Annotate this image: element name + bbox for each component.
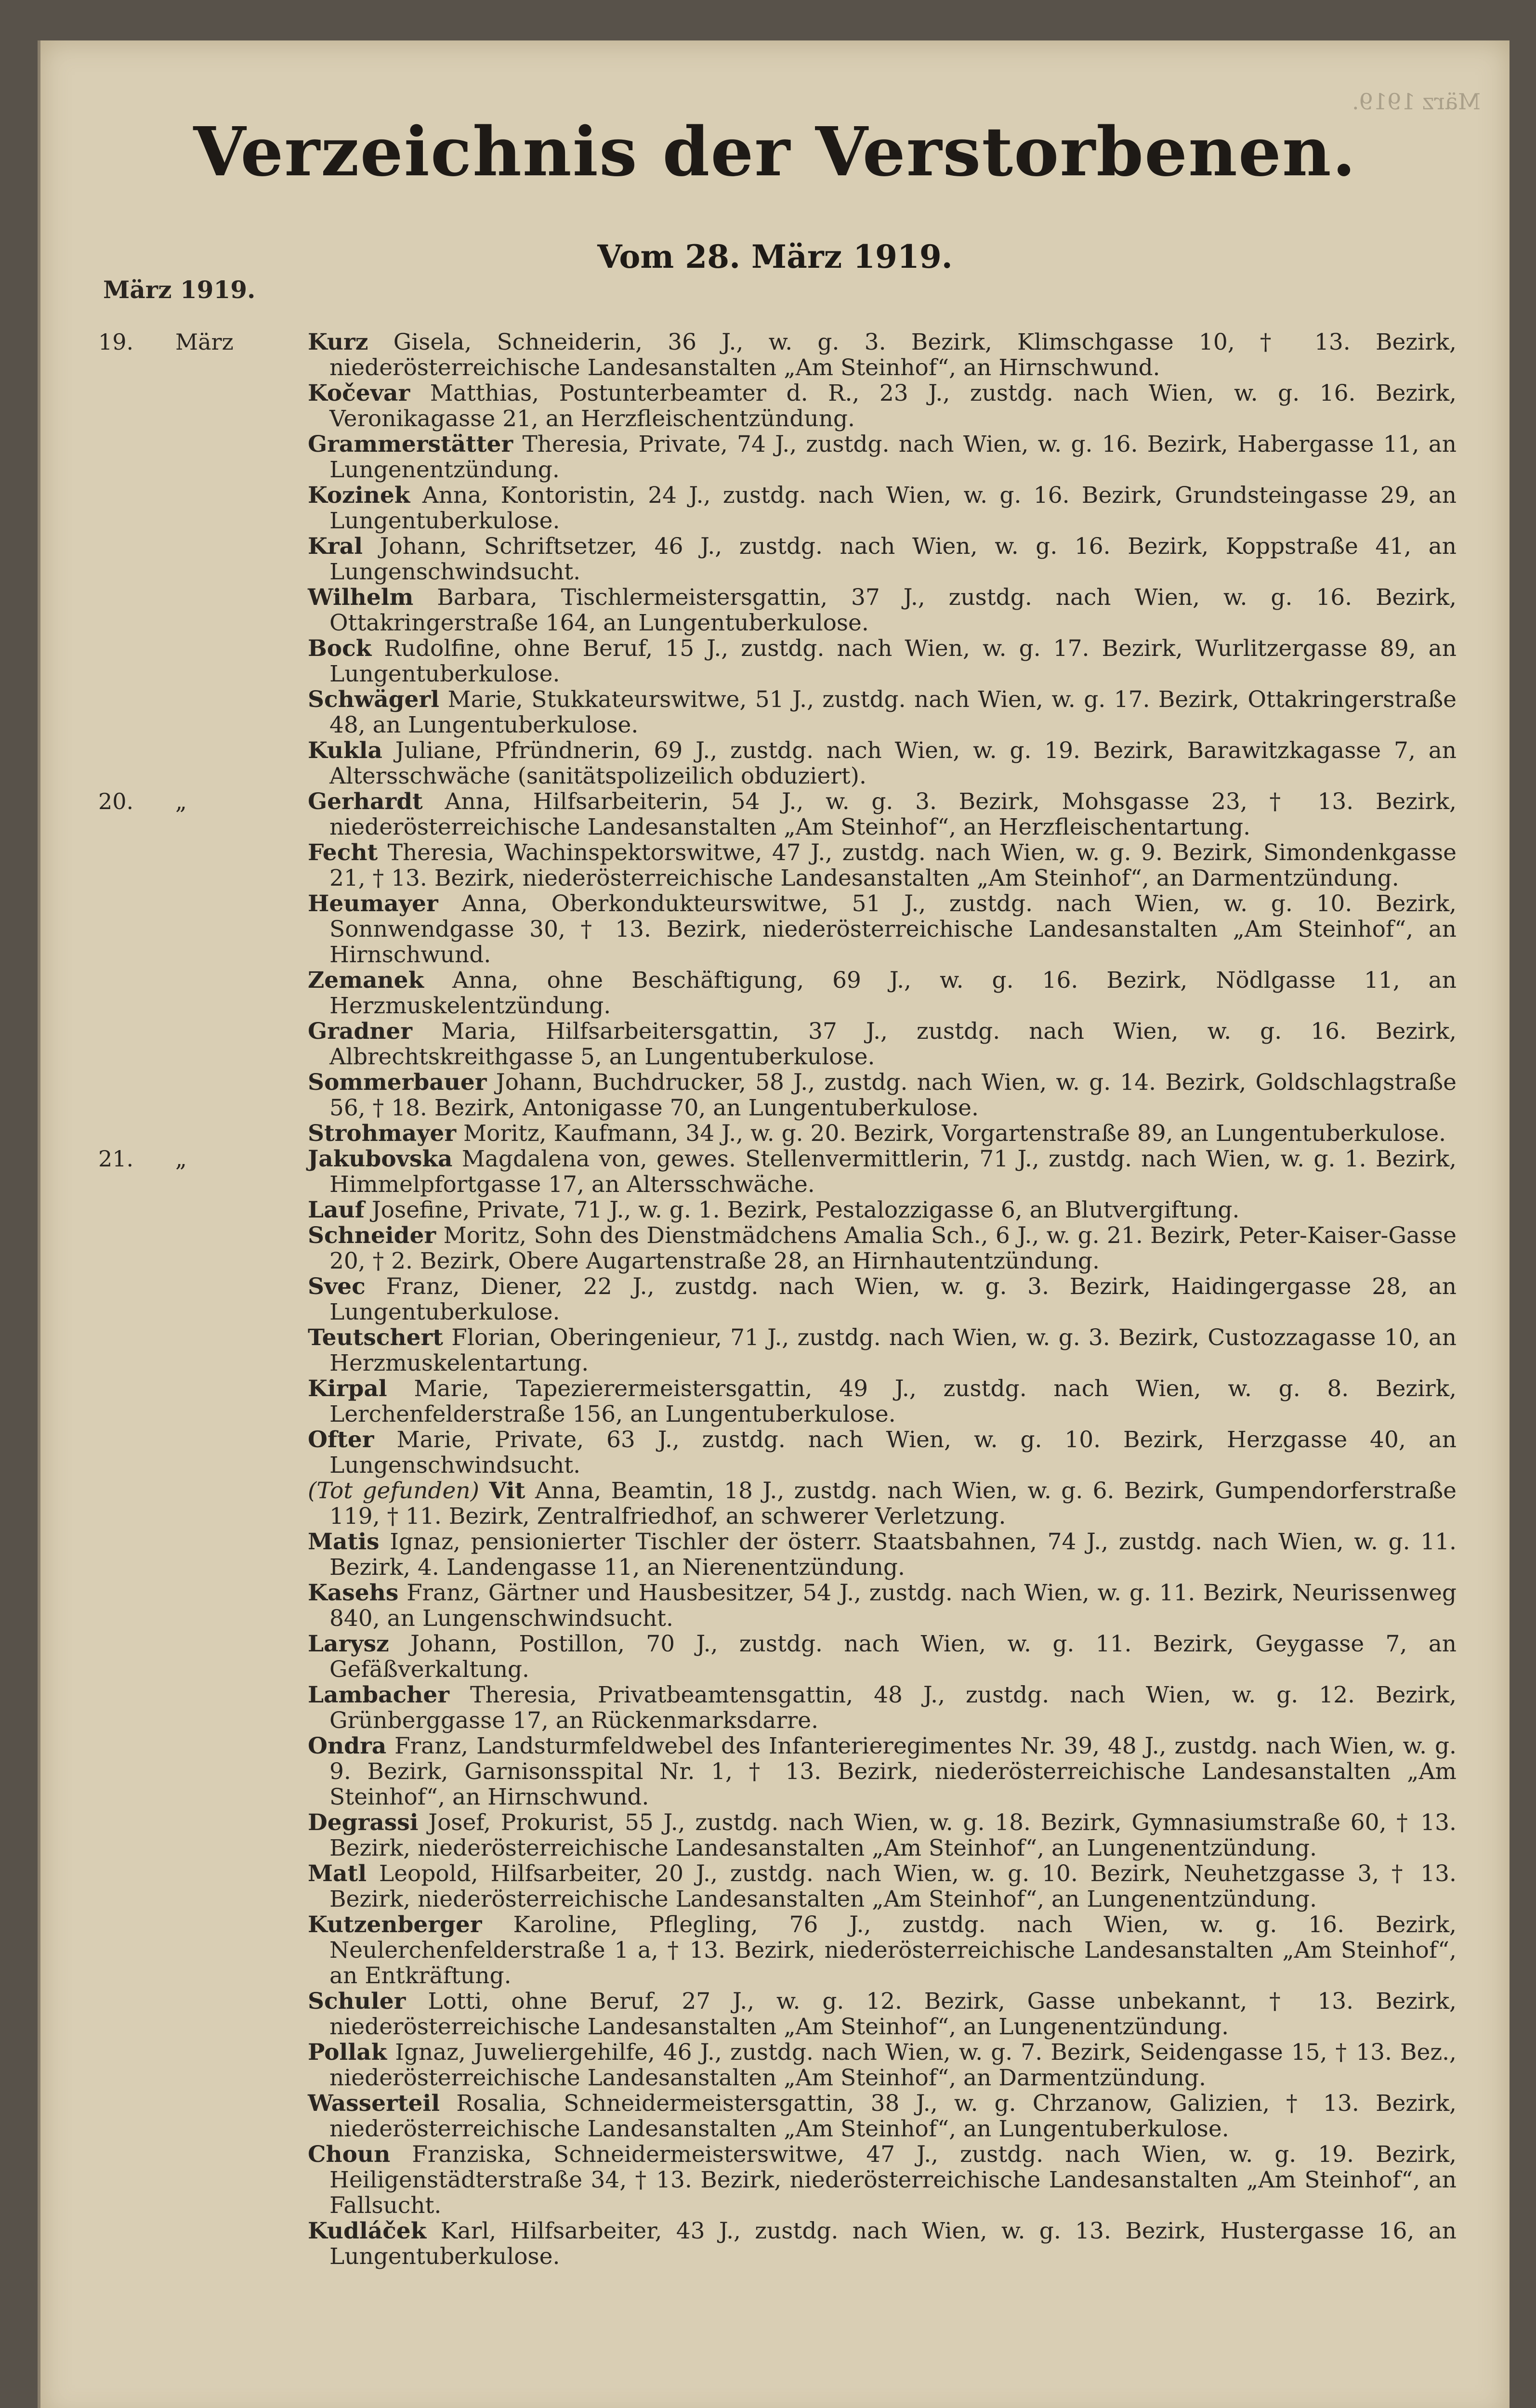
entry-details: Anna, ohne Beschäftigung, 69 J., w. g. 16. Bezirk, Nödlgasse 11, an Herzmuskelentzündung. xyxy=(329,967,1457,1019)
entry-surname: Schneider xyxy=(308,1222,436,1249)
entry-details: Marie, Tapezierermeistersgattin, 49 J., zustdg. nach Wien, w. g. 8. Bezirk, Lerchenfelderstraße 156, an Lungentuberkulose. xyxy=(329,1375,1457,1427)
death-entry xyxy=(98,534,1457,585)
entry-surname: Matl xyxy=(308,1860,367,1887)
death-entry xyxy=(98,380,1457,432)
entry-surname: Kozinek xyxy=(308,482,410,509)
death-entry xyxy=(98,1682,1457,1733)
entry-surname: Schwägerl xyxy=(308,686,440,713)
death-entry xyxy=(98,1529,1457,1580)
entry-surname: Vit xyxy=(489,1478,525,1504)
entry-surname: Kutzenberger xyxy=(308,1911,482,1938)
entry-date xyxy=(98,840,243,865)
entry-surname: Gradner xyxy=(308,1018,413,1045)
entry-details: Magdalena von, gewes. Stellenvermittlerin, 71 J., zustdg. nach Wien, w. g. 1. Bezirk, Himmelpfortgasse 17, an Altersschwäche. xyxy=(329,1146,1457,1198)
death-entry xyxy=(98,1631,1457,1682)
entry-date xyxy=(98,585,243,610)
entry-date xyxy=(98,1478,243,1504)
death-entry xyxy=(98,432,1457,483)
entry-date xyxy=(98,1682,243,1708)
death-entry xyxy=(98,1197,1457,1223)
death-entry xyxy=(98,1861,1457,1912)
death-entry xyxy=(98,1121,1457,1146)
entry-surname: Ondra xyxy=(308,1733,387,1759)
entry-date xyxy=(98,636,243,661)
entry-date xyxy=(98,1427,243,1453)
entry-details: Anna, Beamtin, 18 J., zustdg. nach Wien, w. g. 6. Bezirk, Gumpendorferstraße 119, † 11. Bezirk, Zentralfriedhof, an schwerer Verletzung. xyxy=(329,1478,1457,1530)
entry-surname: Kočevar xyxy=(308,380,410,406)
entry-details: Franziska, Schneidermeisterswitwe, 47 J., zustdg. nach Wien, w. g. 19. Bezirk, Heiligenstädterstraße 34, † 13. Bezirk, niederösterreichische Landesanstalten „Am Steinhof“, an Fallsucht. xyxy=(329,2141,1457,2219)
page-subtitle: Vom 28. März 1919. xyxy=(597,238,953,275)
entry-surname: Zemanek xyxy=(308,967,424,994)
entry-surname: Jakubovska xyxy=(308,1146,453,1172)
entry-surname: Ofter xyxy=(308,1426,374,1453)
entry-date xyxy=(98,1146,243,1172)
death-entry xyxy=(98,840,1457,891)
entry-details: Franz, Diener, 22 J., zustdg. nach Wien, w. g. 3. Bezirk, Haidingergasse 28, an Lungentuberkulose. xyxy=(329,1273,1457,1325)
entry-surname: Strohmayer xyxy=(308,1120,457,1147)
entry-surname: Schuler xyxy=(308,1988,406,2015)
entry-date xyxy=(98,1861,243,1886)
entry-date xyxy=(98,687,243,712)
entry-surname: Fecht xyxy=(308,839,378,866)
entry-surname: Lambacher xyxy=(308,1682,450,1708)
entry-date xyxy=(98,968,243,993)
entry-details: Josefine, Private, 71 J., w. g. 1. Bezirk, Pestalozzigasse 6, an Blutvergiftung. xyxy=(371,1197,1240,1223)
month-heading: März 1919. xyxy=(103,275,256,304)
entry-surname: Kukla xyxy=(308,737,382,764)
entry-details: Marie, Stukkateurswitwe, 51 J., zustdg. nach Wien, w. g. 17. Bezirk, Ottakringerstraße 48, an Lungentuberkulose. xyxy=(329,686,1457,738)
death-entry xyxy=(98,1274,1457,1325)
entry-date xyxy=(98,1121,243,1146)
entry-details: Matthias, Postunterbeamter d. R., 23 J., zustdg. nach Wien, w. g. 16. Bezirk, Veronikagasse 21, an Herzfleischentzündung. xyxy=(329,380,1457,432)
death-entry xyxy=(98,1912,1457,1989)
entry-surname: Heumayer xyxy=(308,890,438,917)
death-entry xyxy=(98,1733,1457,1810)
entry-date xyxy=(98,329,243,355)
entry-details: Rosalia, Schneidermeistersgattin, 38 J., w. g. Chrzanow, Galizien, † 13. Bezirk, niederösterreichische Landesanstalten „Am Steinhof“, an Lungentuberkulose. xyxy=(329,2090,1457,2142)
entry-date xyxy=(98,1733,243,1759)
entry-date xyxy=(98,1070,243,1095)
entry-details: Gisela, Schneiderin, 36 J., w. g. 3. Bezirk, Klimschgasse 10, † 13. Bezirk, niederösterreichische Landesanstalten „Am Steinhof“, an Hirnschwund. xyxy=(329,329,1457,381)
entry-date xyxy=(98,2040,243,2065)
death-entry xyxy=(98,1478,1457,1529)
entry-surname: Kurz xyxy=(308,329,368,355)
entry-details: Lotti, ohne Beruf, 27 J., w. g. 12. Bezirk, Gasse unbekannt, † 13. Bezirk, niederösterreichische Landesanstalten „Am Steinhof“, an Lungenentzündung. xyxy=(329,1988,1457,2040)
entry-details: Maria, Hilfsarbeitersgattin, 37 J., zustdg. nach Wien, w. g. 16. Bezirk, Albrechtskreithgasse 5, an Lungentuberkulose. xyxy=(329,1018,1457,1070)
entry-date xyxy=(98,1019,243,1044)
entry-surname: Degrassi xyxy=(308,1809,419,1836)
entry-date xyxy=(98,534,243,559)
entry-surname: Kirpal xyxy=(308,1375,387,1402)
death-entry xyxy=(98,483,1457,534)
page-title: Verzeichnis der Verstorbenen. xyxy=(193,113,1357,192)
death-entry xyxy=(98,1376,1457,1427)
entry-date xyxy=(98,1325,243,1350)
death-entry xyxy=(98,2218,1457,2269)
death-entry xyxy=(98,1427,1457,1478)
entry-surname: Grammerstätter xyxy=(308,431,513,458)
entry-surname: Pollak xyxy=(308,2039,387,2066)
death-entry xyxy=(98,687,1457,738)
entry-note: (Tot gefunden) xyxy=(308,1478,479,1504)
entry-date xyxy=(98,2091,243,2116)
death-entry xyxy=(98,2040,1457,2091)
entry-date xyxy=(98,789,243,814)
entry-details: Ignaz, Juweliergehilfe, 46 J., zustdg. nach Wien, w. g. 7. Bezirk, Seidengasse 15, † 13. Bez., niederösterreichische Landesanstalten „Am Steinhof“, an Darmentzündung. xyxy=(329,2039,1457,2091)
entry-details: Rudolfine, ohne Beruf, 15 J., zustdg. nach Wien, w. g. 17. Bezirk, Wurlitzergasse 89, an Lungentuberkulose. xyxy=(329,635,1457,687)
death-entry xyxy=(98,1019,1457,1070)
death-entry xyxy=(98,329,1457,380)
entry-details: Theresia, Private, 74 J., zustdg. nach Wien, w. g. 16. Bezirk, Habergasse 11, an Lungenentzündung. xyxy=(329,431,1457,483)
entry-date xyxy=(98,2218,243,2244)
entry-details: Karl, Hilfsarbeiter, 43 J., zustdg. nach Wien, w. g. 13. Bezirk, Hustergasse 16, an Lungentuberkulose. xyxy=(329,2218,1457,2270)
death-entry xyxy=(98,1070,1457,1121)
entry-day: 20. xyxy=(98,788,134,814)
entry-month: „ xyxy=(175,788,187,814)
entry-surname: Gerhardt xyxy=(308,788,423,815)
entry-surname: Svec xyxy=(308,1273,366,1300)
entry-month: März xyxy=(175,329,234,355)
entry-surname: Kudláček xyxy=(308,2218,427,2244)
entry-surname: Kasehs xyxy=(308,1580,399,1606)
entry-date xyxy=(98,1197,243,1223)
entry-date xyxy=(98,483,243,508)
death-entry xyxy=(98,738,1457,789)
death-entry xyxy=(98,1989,1457,2040)
entry-day: 21. xyxy=(98,1146,134,1172)
entry-date xyxy=(98,1223,243,1248)
death-entry xyxy=(98,636,1457,687)
entry-surname: Choun xyxy=(308,2141,391,2168)
entry-surname: Bock xyxy=(308,635,372,662)
entry-surname: Teutschert xyxy=(308,1324,443,1351)
entry-details: Johann, Schriftsetzer, 46 J., zustdg. nach Wien, w. g. 16. Bezirk, Koppstraße 41, an Lungenschwindsucht. xyxy=(329,533,1457,585)
entry-details: Marie, Private, 63 J., zustdg. nach Wien, w. g. 10. Bezirk, Herzgasse 40, an Lungenschwindsucht. xyxy=(329,1426,1457,1479)
entry-details: Theresia, Privatbeamtensgattin, 48 J., zustdg. nach Wien, w. g. 12. Bezirk, Grünberggasse 17, an Rückenmarksdarre. xyxy=(329,1682,1457,1734)
death-register-list xyxy=(98,329,1457,2269)
entry-details: Franz, Gärtner und Hausbesitzer, 54 J., zustdg. nach Wien, w. g. 11. Bezirk, Neurissenweg 840, an Lungenschwindsucht. xyxy=(329,1580,1457,1632)
death-entry xyxy=(98,1580,1457,1631)
entry-date xyxy=(98,1989,243,2014)
entry-date xyxy=(98,891,243,916)
death-entry xyxy=(98,789,1457,840)
entry-details: Johann, Buchdrucker, 58 J., zustdg. nach Wien, w. g. 14. Bezirk, Goldschlagstraße 56, † 18. Bezirk, Antonigasse 70, an Lungentuberkulose. xyxy=(329,1069,1457,1121)
entry-details: Leopold, Hilfsarbeiter, 20 J., zustdg. nach Wien, w. g. 10. Bezirk, Neuhetzgasse 3, † 13. Bezirk, niederösterreichische Landesanstalten „Am Steinhof“, an Lungenentzündung. xyxy=(329,1860,1457,1912)
entry-month: „ xyxy=(175,1146,187,1172)
death-entry xyxy=(98,968,1457,1019)
death-entry xyxy=(98,1223,1457,1274)
entry-surname: Lauf xyxy=(308,1197,365,1223)
entry-details: Anna, Hilfsarbeiterin, 54 J., w. g. 3. Bezirk, Mohsgasse 23, † 13. Bezirk, niederösterreichische Landesanstalten „Am Steinhof“, an Herzfleischentartung. xyxy=(329,788,1457,840)
entry-details: Anna, Oberkondukteurswitwe, 51 J., zustdg. nach Wien, w. g. 10. Bezirk, Sonnwendgasse 30, † 13. Bezirk, niederösterreichische Landesanstalten „Am Steinhof“, an Hirnschwund. xyxy=(329,890,1457,968)
entry-date xyxy=(98,1529,243,1555)
entry-details: Franz, Landsturmfeldwebel des Infanterieregimentes Nr. 39, 48 J., zustdg. nach Wien, w. g. 9. Bezirk, Garnisonsspital Nr. 1, † 13. Bezirk, niederösterreichische Landesanstalten „Am Steinhof“, an Hirnschwund. xyxy=(329,1733,1457,1810)
entry-surname: Wilhelm xyxy=(308,584,414,611)
entry-date xyxy=(98,1376,243,1401)
entry-details: Theresia, Wachinspektorswitwe, 47 J., zustdg. nach Wien, w. g. 9. Bezirk, Simondenkgasse 21, † 13. Bezirk, niederösterreichische Landesanstalten „Am Steinhof“, an Darmentzündung. xyxy=(329,839,1457,891)
entry-date xyxy=(98,1580,243,1606)
death-entry xyxy=(98,1146,1457,1197)
entry-date xyxy=(98,2142,243,2167)
entry-details: Florian, Oberingenieur, 71 J., zustdg. nach Wien, w. g. 3. Bezirk, Custozzagasse 10, an Herzmuskelentartung. xyxy=(329,1324,1457,1376)
death-entry xyxy=(98,891,1457,968)
entry-surname: Matis xyxy=(308,1529,380,1555)
entry-details: Barbara, Tischlermeistersgattin, 37 J., zustdg. nach Wien, w. g. 16. Bezirk, Ottakringerstraße 164, an Lungentuberkulose. xyxy=(329,584,1457,636)
death-entry xyxy=(98,2091,1457,2142)
entry-day: 19. xyxy=(98,329,134,355)
entry-surname: Sommerbauer xyxy=(308,1069,487,1096)
entry-date xyxy=(98,738,243,763)
entry-details: Johann, Postillon, 70 J., zustdg. nach Wien, w. g. 11. Bezirk, Geygasse 7, an Gefäßverkaltung. xyxy=(329,1631,1457,1683)
entry-date xyxy=(98,432,243,457)
death-entry xyxy=(98,1810,1457,1861)
entry-date xyxy=(98,1274,243,1299)
entry-date xyxy=(98,1631,243,1657)
newspaper-page xyxy=(38,40,1510,2408)
death-entry xyxy=(98,2142,1457,2218)
bleed-through-text: März 1919. xyxy=(1352,89,1481,115)
entry-surname: Larysz xyxy=(308,1631,389,1657)
entry-details: Josef, Prokurist, 55 J., zustdg. nach Wien, w. g. 18. Bezirk, Gymnasiumstraße 60, † 13. Bezirk, niederösterreichische Landesanstalten „Am Steinhof“, an Lungenentzündung. xyxy=(329,1809,1457,1861)
entry-details: Karoline, Pflegling, 76 J., zustdg. nach Wien, w. g. 16. Bezirk, Neulerchenfelderstraße 1 a, † 13. Bezirk, niederösterreichische Landesanstalten „Am Steinhof“, an Entkräftung. xyxy=(329,1911,1457,1989)
death-entry xyxy=(98,1325,1457,1376)
entry-date xyxy=(98,380,243,406)
entry-surname: Wasserteil xyxy=(308,2090,440,2117)
entry-details: Anna, Kontoristin, 24 J., zustdg. nach Wien, w. g. 16. Bezirk, Grundsteingasse 29, an Lungentuberkulose. xyxy=(329,482,1457,534)
entry-date xyxy=(98,1912,243,1937)
entry-details: Ignaz, pensionierter Tischler der österr. Staatsbahnen, 74 J., zustdg. nach Wien, w. g. 11. Bezirk, 4. Landengasse 11, an Nierenentzündung. xyxy=(329,1529,1457,1581)
entry-details: Juliane, Pfründnerin, 69 J., zustdg. nach Wien, w. g. 19. Bezirk, Barawitzkagasse 7, an Altersschwäche (sanitätspolizeilich obduziert). xyxy=(329,737,1457,789)
death-entry xyxy=(98,585,1457,636)
entry-details: Moritz, Kaufmann, 34 J., w. g. 20. Bezirk, Vorgartenstraße 89, an Lungentuberkulose. xyxy=(463,1120,1446,1147)
entry-details: Moritz, Sohn des Dienstmädchens Amalia Sch., 6 J., w. g. 21. Bezirk, Peter-Kaiser-Gasse 20, † 2. Bezirk, Obere Augartenstraße 28, an Hirnhautentzündung. xyxy=(329,1222,1457,1274)
entry-surname: Kral xyxy=(308,533,363,560)
entry-date xyxy=(98,1810,243,1835)
